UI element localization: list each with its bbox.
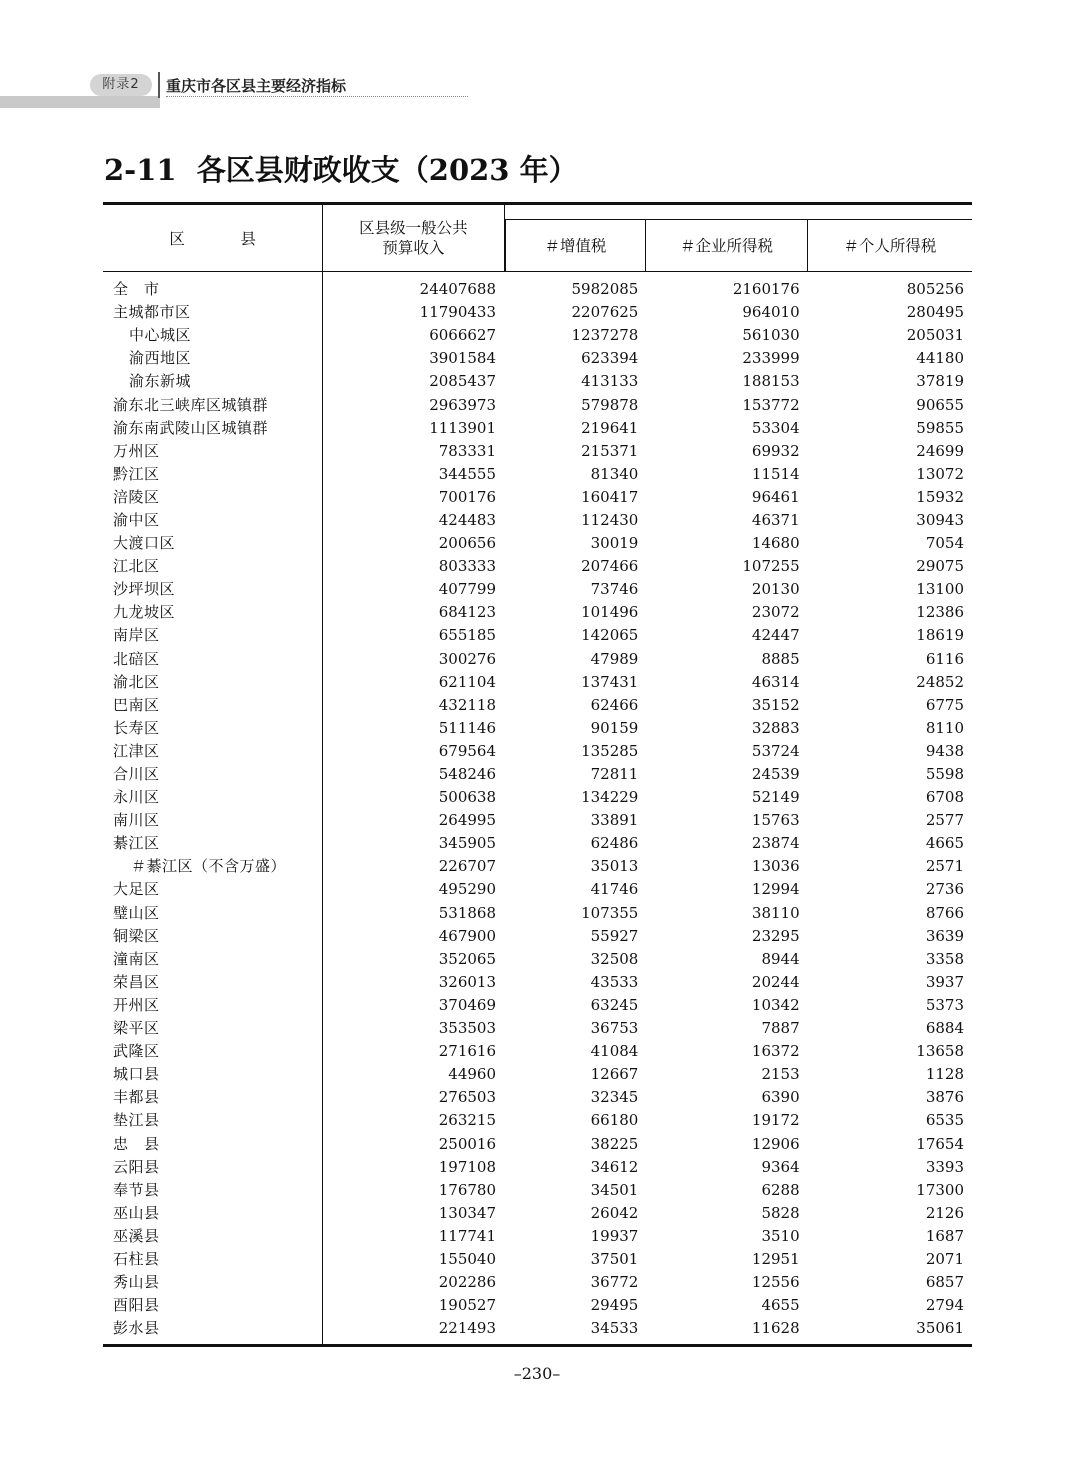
header-grey-bar [0, 96, 160, 108]
row-district-name: ＃綦江区（不含万盛） [103, 855, 323, 878]
row-personal-tax: 6535 [925, 1111, 964, 1130]
row-corporate-tax: 10342 [751, 995, 800, 1014]
row-revenue: 200656 [438, 534, 497, 553]
row-revenue: 407799 [438, 580, 497, 599]
row-vat: 32345 [590, 1088, 639, 1107]
row-personal-tax: 7054 [925, 534, 964, 553]
running-header [0, 72, 470, 108]
row-revenue: 500638 [438, 788, 497, 807]
row-corporate-tax: 24539 [751, 765, 800, 784]
row-vat: 135285 [581, 741, 639, 760]
row-corporate-tax: 2153 [761, 1065, 800, 1084]
row-personal-tax: 44180 [916, 349, 964, 368]
table-row [103, 1109, 972, 1132]
row-corporate-tax: 19172 [751, 1111, 800, 1130]
row-personal-tax: 1128 [925, 1065, 964, 1084]
row-district-name: 江津区 [103, 740, 323, 763]
row-revenue: 679564 [438, 741, 497, 760]
header-district: 区 县 [103, 204, 323, 272]
row-vat: 2207625 [571, 303, 639, 322]
row-vat: 81340 [590, 464, 639, 483]
row-district-name: 渝东北三峡库区城镇群 [103, 393, 323, 416]
table-row [103, 532, 972, 555]
row-vat: 112430 [581, 510, 639, 529]
row-revenue: 190527 [438, 1296, 497, 1315]
row-revenue: 353503 [438, 1019, 497, 1038]
row-revenue: 300276 [438, 649, 497, 668]
table-row [103, 694, 972, 717]
row-corporate-tax: 11514 [751, 464, 800, 483]
table-row [103, 1294, 972, 1317]
row-corporate-tax: 188153 [742, 372, 800, 391]
table-row [103, 324, 972, 347]
row-personal-tax: 12386 [916, 603, 964, 622]
row-personal-tax: 2071 [925, 1249, 964, 1268]
table-row [103, 786, 972, 809]
row-revenue: 326013 [438, 972, 497, 991]
row-personal-tax: 3358 [925, 949, 964, 968]
row-revenue: 226707 [438, 857, 497, 876]
row-corporate-tax: 46314 [751, 672, 800, 691]
row-vat: 36753 [590, 1019, 639, 1038]
header-vat-cell [504, 204, 646, 272]
header-personal-tax: ＃个人所得税 [808, 219, 972, 271]
row-vat: 66180 [590, 1111, 639, 1130]
row-personal-tax: 6884 [925, 1019, 964, 1038]
row-corporate-tax: 20244 [751, 972, 800, 991]
row-corporate-tax: 153772 [742, 395, 800, 414]
row-vat: 30019 [590, 534, 639, 553]
row-district-name: 秀山县 [103, 1271, 323, 1294]
fiscal-table [103, 202, 972, 1347]
table-row [103, 902, 972, 925]
row-corporate-tax: 52149 [751, 788, 800, 807]
row-vat: 36772 [590, 1273, 639, 1292]
row-personal-tax: 5373 [925, 995, 964, 1014]
row-vat: 33891 [590, 811, 639, 830]
row-vat: 73746 [590, 580, 639, 599]
row-corporate-tax: 69932 [751, 441, 800, 460]
row-corporate-tax: 5828 [761, 1203, 800, 1222]
row-corporate-tax: 8885 [761, 649, 800, 668]
row-district-name: 黔江区 [103, 463, 323, 486]
table-row [103, 1317, 972, 1346]
row-revenue: 424483 [438, 510, 497, 529]
row-corporate-tax: 4655 [761, 1296, 800, 1315]
table-row [103, 440, 972, 463]
row-corporate-tax: 96461 [751, 487, 800, 506]
row-corporate-tax: 12906 [751, 1134, 800, 1153]
row-vat: 41084 [590, 1042, 639, 1061]
row-corporate-tax: 46371 [751, 510, 800, 529]
header-corp-cell [646, 204, 807, 272]
row-vat: 160417 [581, 487, 639, 506]
row-corporate-tax: 35152 [751, 695, 800, 714]
row-revenue: 803333 [438, 557, 497, 576]
table-row [103, 1040, 972, 1063]
row-revenue: 221493 [323, 1317, 504, 1346]
row-personal-tax: 24699 [916, 441, 964, 460]
row-personal-tax: 17654 [916, 1134, 964, 1153]
row-district-name: 荣昌区 [103, 971, 323, 994]
row-district-name: 渝东南武陵山区城镇群 [103, 417, 323, 440]
table-row [103, 1202, 972, 1225]
row-district-name: 云阳县 [103, 1156, 323, 1179]
table-row [103, 347, 972, 370]
row-revenue: 684123 [438, 603, 497, 622]
row-revenue: 250016 [438, 1134, 497, 1153]
row-vat: 32508 [590, 949, 639, 968]
table-row [103, 763, 972, 786]
row-district-name: 巴南区 [103, 694, 323, 717]
row-vat: 29495 [590, 1296, 639, 1315]
row-corporate-tax: 12951 [751, 1249, 800, 1268]
row-revenue: 263215 [438, 1111, 497, 1130]
row-district-name: 潼南区 [103, 948, 323, 971]
row-vat: 34612 [590, 1157, 639, 1176]
table-row [103, 671, 972, 694]
row-personal-tax: 3876 [925, 1088, 964, 1107]
row-district-name: 酉阳县 [103, 1294, 323, 1317]
row-corporate-tax: 12994 [751, 880, 800, 899]
running-header-title: 重庆市各区县主要经济指标 [166, 77, 347, 95]
row-district-name: 开州区 [103, 994, 323, 1017]
row-vat: 35013 [590, 857, 639, 876]
row-revenue: 531868 [438, 903, 497, 922]
row-personal-tax: 4665 [925, 834, 964, 853]
row-district-name: 璧山区 [103, 902, 323, 925]
row-corporate-tax: 561030 [742, 326, 800, 345]
row-revenue: 621104 [438, 672, 497, 691]
row-district-name: 奉节县 [103, 1179, 323, 1202]
appendix-badge: 附录2 [90, 74, 152, 96]
row-district-name: 北碚区 [103, 648, 323, 671]
row-district-name: 彭水县 [103, 1317, 323, 1346]
row-corporate-tax: 23874 [751, 834, 800, 853]
row-vat: 134229 [581, 788, 639, 807]
row-revenue: 352065 [438, 949, 497, 968]
row-personal-tax: 29075 [916, 557, 964, 576]
table-row [103, 971, 972, 994]
row-vat: 107355 [581, 903, 639, 922]
row-corporate-tax: 107255 [742, 557, 800, 576]
row-vat: 12667 [590, 1065, 639, 1084]
row-revenue: 370469 [438, 995, 497, 1014]
row-revenue: 24407688 [419, 280, 497, 299]
row-district-name: 武隆区 [103, 1040, 323, 1063]
table-row [103, 1132, 972, 1155]
header-revenue-line2: 预算收入 [382, 239, 445, 257]
row-revenue: 6066627 [429, 326, 497, 345]
row-district-name: 巫山县 [103, 1202, 323, 1225]
row-personal-tax: 2736 [925, 880, 964, 899]
row-revenue: 511146 [438, 718, 497, 737]
row-vat: 37501 [590, 1249, 639, 1268]
table-row [103, 1017, 972, 1040]
table-row [103, 1086, 972, 1109]
table-row [103, 370, 972, 393]
table-row [103, 740, 972, 763]
row-revenue: 345905 [438, 834, 497, 853]
row-personal-tax: 5598 [925, 765, 964, 784]
table-row [103, 832, 972, 855]
row-corporate-tax: 2160176 [732, 280, 800, 299]
row-district-name: 沙坪坝区 [103, 578, 323, 601]
row-corporate-tax: 7887 [761, 1019, 800, 1038]
header-divider [158, 72, 160, 98]
row-personal-tax: 8110 [925, 718, 964, 737]
table-row [103, 717, 972, 740]
row-vat: 72811 [590, 765, 639, 784]
row-district-name: 铜梁区 [103, 925, 323, 948]
table-row [103, 301, 972, 324]
row-vat: 26042 [590, 1203, 639, 1222]
row-personal-tax: 35061 [808, 1317, 972, 1346]
table-row [103, 624, 972, 647]
table-body [103, 272, 972, 1346]
row-personal-tax: 1687 [925, 1226, 964, 1245]
row-corporate-tax: 964010 [742, 303, 800, 322]
row-revenue: 197108 [438, 1157, 497, 1176]
table-row [103, 393, 972, 416]
row-corporate-tax: 38110 [751, 903, 800, 922]
table-row [103, 601, 972, 624]
row-personal-tax: 13100 [916, 580, 964, 599]
table-row [103, 1271, 972, 1294]
row-personal-tax: 17300 [916, 1180, 964, 1199]
table-row [103, 648, 972, 671]
row-vat: 90159 [590, 718, 639, 737]
row-revenue: 271616 [438, 1042, 497, 1061]
row-personal-tax: 3393 [925, 1157, 964, 1176]
row-vat: 62466 [590, 695, 639, 714]
table-row [103, 272, 972, 302]
row-revenue: 264995 [438, 811, 497, 830]
row-revenue: 2085437 [429, 372, 497, 391]
row-vat: 623394 [581, 349, 639, 368]
table-row [103, 925, 972, 948]
row-personal-tax: 18619 [916, 626, 964, 645]
table-row [103, 948, 972, 971]
header-revenue [323, 204, 504, 272]
row-district-name: 九龙坡区 [103, 601, 323, 624]
header-corporate-tax: ＃企业所得税 [646, 219, 807, 271]
row-revenue: 202286 [438, 1273, 497, 1292]
row-vat: 413133 [581, 372, 639, 391]
row-revenue: 467900 [438, 926, 497, 945]
row-revenue: 276503 [438, 1088, 497, 1107]
row-corporate-tax: 42447 [751, 626, 800, 645]
row-district-name: 江北区 [103, 555, 323, 578]
row-corporate-tax: 32883 [751, 718, 800, 737]
row-revenue: 155040 [438, 1249, 497, 1268]
row-corporate-tax: 12556 [751, 1273, 800, 1292]
row-district-name: 大渡口区 [103, 532, 323, 555]
row-corporate-tax: 3510 [761, 1226, 800, 1245]
row-personal-tax: 805256 [906, 280, 964, 299]
row-district-name: 渝西地区 [103, 347, 323, 370]
row-personal-tax: 2571 [925, 857, 964, 876]
page-title: 2-11 各区县财政收支（2023 年） [104, 153, 578, 187]
row-revenue: 655185 [438, 626, 497, 645]
row-district-name: 綦江区 [103, 832, 323, 855]
row-vat: 47989 [590, 649, 639, 668]
row-district-name: 涪陵区 [103, 486, 323, 509]
row-personal-tax: 6116 [925, 649, 964, 668]
row-corporate-tax: 9364 [761, 1157, 800, 1176]
row-district-name: 万州区 [103, 440, 323, 463]
row-vat: 1237278 [571, 326, 639, 345]
row-revenue: 548246 [438, 765, 497, 784]
row-personal-tax: 205031 [906, 326, 964, 345]
row-district-name: 长寿区 [103, 717, 323, 740]
table-row [103, 878, 972, 901]
row-district-name: 城口县 [103, 1063, 323, 1086]
row-district-name: 合川区 [103, 763, 323, 786]
row-district-name: 渝中区 [103, 509, 323, 532]
header-revenue-line1: 区县级一般公共 [359, 219, 468, 237]
row-corporate-tax: 6390 [761, 1088, 800, 1107]
row-revenue: 130347 [438, 1203, 497, 1222]
table-row [103, 1156, 972, 1179]
row-vat: 215371 [581, 441, 639, 460]
row-corporate-tax: 13036 [751, 857, 800, 876]
row-revenue: 783331 [438, 441, 497, 460]
row-corporate-tax: 53304 [751, 418, 800, 437]
table-row [103, 463, 972, 486]
row-corporate-tax: 23072 [751, 603, 800, 622]
row-revenue: 117741 [438, 1226, 497, 1245]
table-row [103, 555, 972, 578]
row-personal-tax: 2794 [925, 1296, 964, 1315]
row-personal-tax: 6775 [925, 695, 964, 714]
row-personal-tax: 2126 [925, 1203, 964, 1222]
row-revenue: 432118 [438, 695, 497, 714]
row-vat: 63245 [590, 995, 639, 1014]
table-row [103, 809, 972, 832]
row-district-name: 石柱县 [103, 1248, 323, 1271]
row-personal-tax: 90655 [916, 395, 964, 414]
table-row [103, 994, 972, 1017]
row-corporate-tax: 16372 [751, 1042, 800, 1061]
row-personal-tax: 37819 [916, 372, 964, 391]
table-row [103, 855, 972, 878]
row-district-name: 梁平区 [103, 1017, 323, 1040]
row-district-name: 忠 县 [103, 1132, 323, 1155]
header-dotted-rule [166, 96, 468, 97]
row-revenue: 3901584 [429, 349, 497, 368]
row-revenue: 44960 [448, 1065, 497, 1084]
row-vat: 38225 [590, 1134, 639, 1153]
row-district-name: 全 市 [103, 272, 323, 302]
row-vat: 5982085 [571, 280, 639, 299]
row-personal-tax: 280495 [906, 303, 964, 322]
table-row [103, 417, 972, 440]
table-row [103, 1063, 972, 1086]
row-vat: 55927 [590, 926, 639, 945]
row-personal-tax: 6708 [925, 788, 964, 807]
table-row [103, 1248, 972, 1271]
row-corporate-tax: 20130 [751, 580, 800, 599]
table-row [103, 1225, 972, 1248]
row-corporate-tax: 15763 [751, 811, 800, 830]
row-personal-tax: 30943 [916, 510, 964, 529]
row-vat: 19937 [590, 1226, 639, 1245]
row-district-name: 巫溪县 [103, 1225, 323, 1248]
row-personal-tax: 59855 [916, 418, 964, 437]
row-corporate-tax: 6288 [761, 1180, 800, 1199]
table-row [103, 509, 972, 532]
row-personal-tax: 6857 [925, 1273, 964, 1292]
row-vat: 41746 [590, 880, 639, 899]
row-personal-tax: 2577 [925, 811, 964, 830]
row-vat: 43533 [590, 972, 639, 991]
table-row [103, 578, 972, 601]
row-revenue: 11790433 [419, 303, 497, 322]
header-vat: ＃增值税 [505, 219, 647, 271]
table-row [103, 486, 972, 509]
row-vat: 142065 [581, 626, 639, 645]
row-district-name: 渝东新城 [103, 370, 323, 393]
row-district-name: 丰都县 [103, 1086, 323, 1109]
row-revenue: 176780 [438, 1180, 497, 1199]
row-revenue: 344555 [438, 464, 497, 483]
header-pers-cell [808, 204, 972, 272]
row-district-name: 主城都市区 [103, 301, 323, 324]
row-district-name: 垫江县 [103, 1109, 323, 1132]
row-district-name: 永川区 [103, 786, 323, 809]
row-revenue: 700176 [438, 487, 497, 506]
row-vat: 34501 [590, 1180, 639, 1199]
row-personal-tax: 13072 [916, 464, 964, 483]
row-district-name: 渝北区 [103, 671, 323, 694]
row-vat: 207466 [581, 557, 639, 576]
row-personal-tax: 15932 [916, 487, 964, 506]
row-district-name: 中心城区 [103, 324, 323, 347]
row-vat: 137431 [581, 672, 639, 691]
row-corporate-tax: 14680 [751, 534, 800, 553]
row-corporate-tax: 23295 [751, 926, 800, 945]
table-row [103, 1179, 972, 1202]
row-district-name: 南川区 [103, 809, 323, 832]
row-vat: 62486 [590, 834, 639, 853]
row-corporate-tax: 53724 [751, 741, 800, 760]
row-personal-tax: 24852 [916, 672, 964, 691]
row-vat: 34533 [504, 1317, 646, 1346]
row-vat: 219641 [581, 418, 639, 437]
row-personal-tax: 8766 [925, 903, 964, 922]
row-corporate-tax: 11628 [646, 1317, 807, 1346]
row-revenue: 1113901 [429, 418, 497, 437]
row-corporate-tax: 233999 [742, 349, 800, 368]
row-district-name: 大足区 [103, 878, 323, 901]
row-revenue: 495290 [438, 880, 497, 899]
row-district-name: 南岸区 [103, 624, 323, 647]
row-vat: 579878 [581, 395, 639, 414]
row-vat: 101496 [581, 603, 639, 622]
page-number: –230– [513, 1364, 561, 1383]
row-revenue: 2963973 [429, 395, 497, 414]
row-personal-tax: 9438 [925, 741, 964, 760]
row-personal-tax: 3639 [925, 926, 964, 945]
row-corporate-tax: 8944 [761, 949, 800, 968]
row-personal-tax: 3937 [925, 972, 964, 991]
row-personal-tax: 13658 [916, 1042, 964, 1061]
